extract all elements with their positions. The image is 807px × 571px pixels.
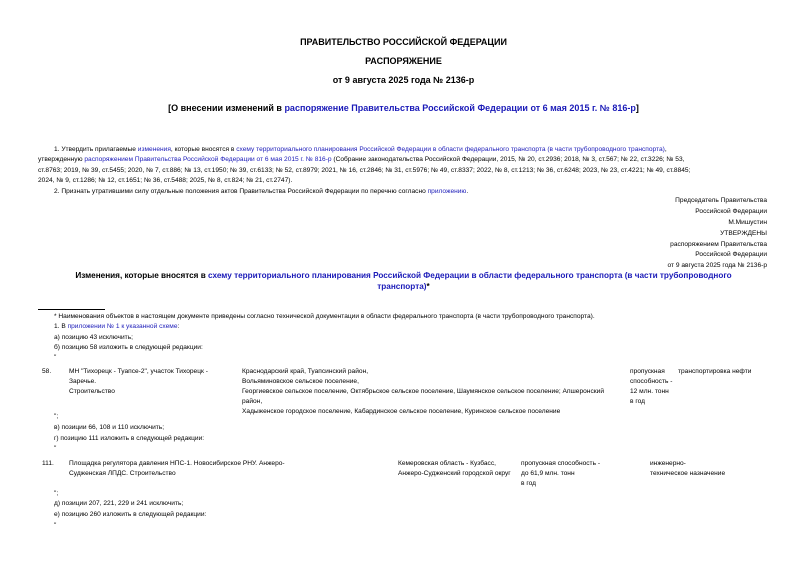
- para2-text: .: [466, 188, 469, 195]
- signature-country: Российской Федерации: [695, 208, 767, 215]
- row58-location-line: Георгиевское сельское поселение, Октябрьское сельское поселение, Шаумянское сельское поселение; Апшеронский: [242, 388, 604, 395]
- row111-name: [69, 459, 285, 479]
- quote-open-3: ": [54, 522, 57, 529]
- row58-name: [69, 367, 208, 397]
- row111-location-line: Кемеровская область - Кузбасс,: [398, 460, 496, 467]
- row58-location-line: Краснодарский край, Туапсинский район,: [242, 368, 369, 375]
- subject-prefix: [О внесении изменений в: [168, 103, 285, 113]
- para1-text: (Собрание законодательства Российской Федерации, 2015, № 20, ст.2936; 2018, № 3, ст.567; № 22, ст.3226; № 53,: [331, 156, 685, 163]
- amended-order-link[interactable]: распоряжение Правительства Российской Федерации от 6 мая 2015 г. № 816-р: [284, 103, 636, 113]
- para1-text: утвержденную: [38, 156, 85, 163]
- signature-title: Председатель Правительства: [675, 197, 767, 204]
- approved-label: УТВЕРЖДЕНЫ: [720, 230, 767, 237]
- row111-capacity: [521, 459, 600, 489]
- scheme-title-link-cont[interactable]: транспорта): [377, 282, 427, 291]
- row111-capacity-line: в год: [521, 480, 536, 487]
- signature-name: М.Мишустин: [728, 219, 767, 226]
- subject-suffix: ]: [635, 103, 639, 113]
- item1-text: 1. В: [54, 323, 68, 330]
- para2: [54, 187, 468, 197]
- document-date-number: от 9 августа 2025 года № 2136-р: [332, 75, 475, 85]
- scheme-link[interactable]: схему территориального планирования Российской Федерации в области федерального транспорта (в части трубопроводного транспорта): [236, 146, 665, 153]
- para1-text: , которые вносятся в: [170, 146, 237, 153]
- appendix1-link[interactable]: приложении № 1 к указанной схеме: [67, 323, 178, 330]
- para2-text: 2. Признать утратившими силу отдельные положения актов Правительства Российской Федерации по перечню согласно: [54, 188, 428, 195]
- document-type: РАСПОРЯЖЕНИЕ: [365, 56, 442, 66]
- row58-location-line: район,: [242, 398, 263, 405]
- changes-title-line2: [0, 282, 807, 291]
- footnote: * Наименования объектов в настоящем документе приведены согласно технической документации в области федерального транспорта (в части трубопроводного транспорта).: [54, 313, 595, 320]
- row58-name-line: МН "Тихорецк - Туапсе-2", участок Тихорецк -: [69, 368, 208, 375]
- changes-title: [0, 271, 807, 280]
- para1-line1: [54, 145, 667, 155]
- row58-name-line: Заречье.: [69, 378, 97, 385]
- para1-line3: ст.8763; 2019, № 39, ст.5455; 2020, № 7, ст.886; № 13, ст.1950; № 39, ст.6133; № 52, ст.8979; 2021, № 16, ст.2846; № 31, ст.5976; № 49, ст.8337; 2022, № 8, ст.1213; № 36, ст.6248; 2023, № 23, ст.4221; № 49, ст.8845;: [38, 167, 691, 174]
- item1: [54, 322, 179, 332]
- row111-number: 111.: [42, 460, 54, 467]
- row58-location: [242, 367, 604, 417]
- approved-country: Российской Федерации: [695, 251, 767, 258]
- row111-name-line: Площадка регулятора давления НПС-1. Новосибирское РНУ. Анжеро-: [69, 460, 285, 467]
- row111-name-line: Судженская ЛПДС. Строительство: [69, 470, 176, 477]
- changes-link[interactable]: изменения: [137, 146, 171, 153]
- row111-location: [398, 459, 511, 479]
- para1-text: ,: [664, 146, 667, 153]
- quote-open-2: ": [54, 445, 57, 452]
- changes-title-text: Изменения, которые вносятся в: [75, 271, 209, 280]
- footnote-divider: [38, 309, 105, 310]
- appendix-link[interactable]: приложению: [427, 188, 467, 195]
- row58-capacity-line: пропускная: [630, 368, 665, 375]
- row111-capacity-line: пропускная способность -: [521, 460, 601, 467]
- item1-text: :: [177, 323, 180, 330]
- row111-purpose-line: инженерно-: [650, 460, 686, 467]
- para1-line4: 2024, № 9, ст.1286; № 12, ст.1651; № 36, ст.5488; 2025, № 8, ст.824; № 21, ст.2747).: [38, 177, 293, 184]
- row58-capacity: [630, 367, 672, 407]
- government-heading: ПРАВИТЕЛЬСТВО РОССИЙСКОЙ ФЕДЕРАЦИИ: [300, 37, 507, 47]
- scheme-title-link[interactable]: схему территориального планирования Российской Федерации в области федерального транспорта (в части трубопроводного: [208, 271, 732, 280]
- row58-location-line: Хадыженское городское поселение, Кабардинское сельское поселение, Куринское сельское поселение: [242, 408, 561, 415]
- row111-capacity-line: до 61,9 млн. тонн: [521, 470, 575, 477]
- line-d: д) позиции 207, 221, 229 и 241 исключить;: [54, 500, 184, 507]
- row58-capacity-line: способность -: [630, 378, 673, 385]
- row58-name-line: Строительство: [69, 388, 115, 395]
- document-subject: [0, 103, 807, 113]
- line-a: а) позицию 43 исключить;: [54, 334, 133, 341]
- order-816-link[interactable]: распоряжением Правительства Российской Федерации от 6 мая 2015 г. № 816-р: [84, 156, 332, 163]
- quote-close-2: ";: [54, 490, 59, 497]
- line-v: в) позиции 66, 108 и 110 исключить;: [54, 424, 165, 431]
- row58-capacity-line: 12 млн. тонн: [630, 388, 669, 395]
- line-g: г) позицию 111 изложить в следующей редакции:: [54, 435, 205, 442]
- approved-by: распоряжением Правительства: [670, 241, 767, 248]
- row111-purpose-line: техническое назначение: [650, 470, 726, 477]
- row58-purpose: транспортировка нефти: [678, 368, 752, 375]
- para1-text: 1. Утвердить прилагаемые: [54, 146, 138, 153]
- approved-date: от 9 августа 2025 года № 2136-р: [667, 262, 767, 269]
- quote-open: ": [54, 354, 57, 361]
- line-b: б) позицию 58 изложить в следующей редакции:: [54, 344, 203, 351]
- para1-line2: [38, 155, 684, 165]
- row111-purpose: [650, 459, 725, 479]
- footnote-marker: *: [426, 282, 430, 291]
- row58-location-line: Вольяминовское сельское поселение,: [242, 378, 359, 385]
- quote-close-1: ";: [54, 413, 59, 420]
- row58-number: 58.: [42, 368, 52, 375]
- row111-location-line: Анжеро-Судженский городской округ: [398, 470, 511, 477]
- line-e: е) позицию 260 изложить в следующей редакции:: [54, 511, 207, 518]
- row58-capacity-line: в год: [630, 398, 645, 405]
